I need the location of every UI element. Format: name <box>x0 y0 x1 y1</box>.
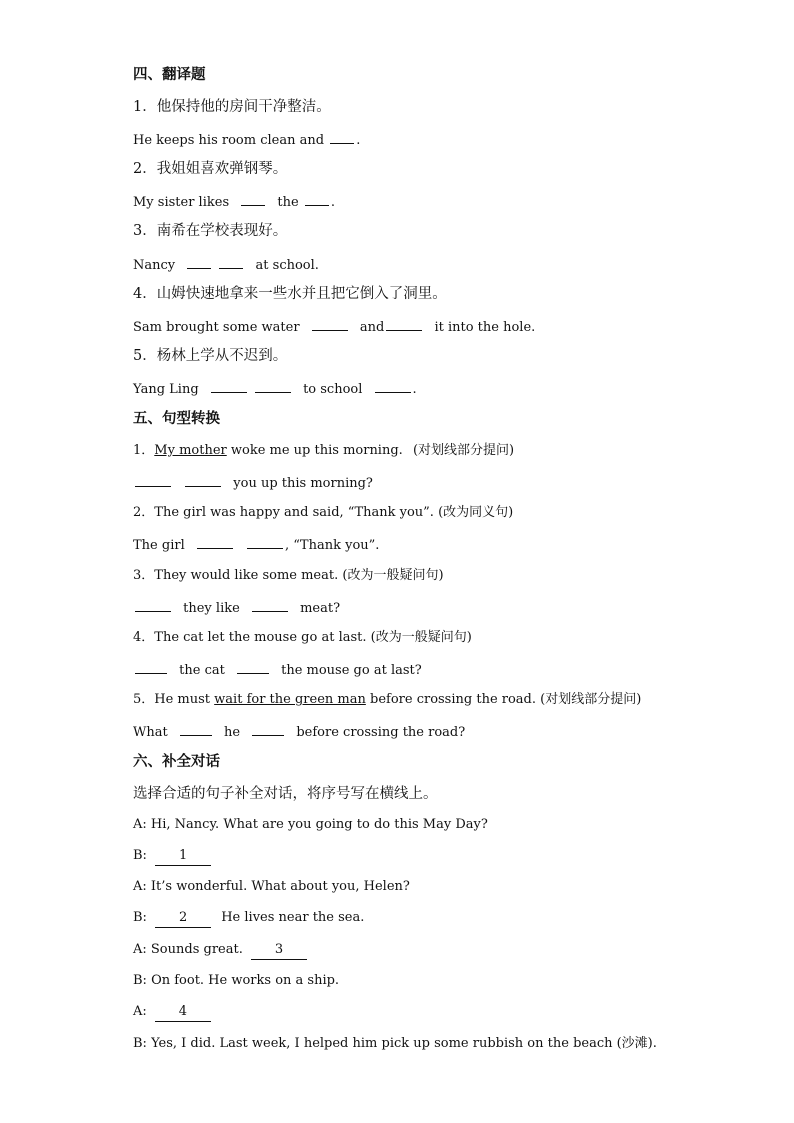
section5-q3-answer <box>133 598 340 618</box>
answer-blank-3[interactable]: 3 <box>251 941 307 960</box>
q2-text: 2．The girl was happy and said, “Thank you”. <box>133 505 434 520</box>
section4-q2-english <box>133 192 335 212</box>
dialogue-line-2 <box>133 847 211 866</box>
section4-q3-english <box>133 255 319 275</box>
answer-blank[interactable] <box>330 130 354 144</box>
section5-q2 <box>133 504 513 522</box>
answer-blank[interactable] <box>241 192 265 206</box>
answer-blank[interactable] <box>237 660 269 674</box>
answer-blank[interactable] <box>305 192 329 206</box>
answer-blank[interactable] <box>247 535 283 549</box>
section6-title: 六、补全对话 <box>133 753 220 770</box>
dialogue-line-8: B: Yes, I did. Last week, I helped him pick up some rubbish on the beach (沙滩). <box>133 1036 657 1051</box>
section5-q3 <box>133 567 444 585</box>
speaker-a: A: <box>133 1004 147 1019</box>
section4-q4-chinese: 4．山姆快速地拿来一些水并且把它倒入了洞里。 <box>133 286 447 302</box>
line5-text: A: Sounds great. <box>133 942 243 957</box>
answer-blank[interactable] <box>180 722 212 736</box>
answer-blank[interactable] <box>135 598 171 612</box>
section5-q1 <box>133 442 514 460</box>
q4-english-text-c: it into the hole. <box>434 320 536 335</box>
dialogue-line-1: A: Hi, Nancy. What are you going to do this May Day? <box>133 817 488 832</box>
q1-instruction: (对划线部分提问) <box>412 443 515 458</box>
section4-q2-chinese: 2．我姐姐喜欢弹钢琴。 <box>133 161 288 177</box>
section5-q4 <box>133 629 472 647</box>
section5-q1-answer <box>133 473 373 493</box>
answer-blank[interactable] <box>252 722 284 736</box>
q2-instruction: (改为同义句) <box>438 505 514 520</box>
answer-blank[interactable] <box>197 535 233 549</box>
section4-q3-chinese: 3．南希在学校表现好。 <box>133 223 288 239</box>
answer-blank[interactable] <box>252 598 288 612</box>
dialogue-line-7 <box>133 1003 211 1022</box>
answer-blank[interactable] <box>185 473 221 487</box>
q5-instruction: (对划线部分提问) <box>540 692 642 707</box>
q3-answer-text-b: meat? <box>300 601 341 616</box>
q5-prefix: 5．He must <box>133 692 211 707</box>
q4-english-text-a: Sam brought some water <box>133 320 300 335</box>
q1-prefix: 1． <box>133 443 155 458</box>
q2-english-text-b: the <box>277 195 299 210</box>
speaker-b: B: <box>133 848 147 863</box>
period: . <box>356 133 361 148</box>
answer-blank[interactable] <box>135 660 167 674</box>
answer-blank[interactable] <box>211 379 247 393</box>
period: . <box>412 382 417 397</box>
answer-blank[interactable] <box>386 317 422 331</box>
section5-q4-answer <box>133 660 422 680</box>
answer-blank-4[interactable]: 4 <box>155 1003 211 1022</box>
section5-q5 <box>133 691 641 709</box>
q2-answer-text-b: , “Thank you”. <box>285 538 380 553</box>
dialogue-line-6: B: On foot. He works on a ship. <box>133 973 340 988</box>
q5-underlined-part: wait for the green man <box>214 692 366 707</box>
q5-rest: before crossing the road. <box>370 692 537 707</box>
q1-underlined-part: My mother <box>154 443 227 458</box>
q5-answer-text-a: What <box>133 725 168 740</box>
q4-answer-text-b: the mouse go at last? <box>281 663 422 678</box>
section4-q1-chinese: 1．他保持他的房间干净整洁。 <box>133 99 331 115</box>
section4-title: 四、翻译题 <box>133 66 206 83</box>
q5-answer-text-b: he <box>224 725 241 740</box>
section4-q5-english <box>133 379 417 399</box>
answer-blank[interactable] <box>312 317 348 331</box>
q2-answer-text-a: The girl <box>133 538 185 553</box>
answer-blank[interactable] <box>135 473 171 487</box>
answer-blank-1[interactable]: 1 <box>155 847 211 866</box>
q3-instruction: (改为一般疑问句) <box>342 568 444 583</box>
q3-answer-text-a: they like <box>183 601 240 616</box>
q4-english-text-b: and <box>359 320 385 335</box>
section6-instruction: 选择合适的句子补全对话，将序号写在横线上。 <box>133 786 438 802</box>
q1-english-text: He keeps his room clean and <box>133 133 325 148</box>
dialogue-line-5 <box>133 941 307 960</box>
q1-answer-text: you up this morning? <box>233 476 373 491</box>
section5-q5-answer <box>133 722 465 742</box>
dialogue-line-3: A: It’s wonderful. What about you, Helen? <box>133 879 410 894</box>
q4-instruction: (改为一般疑问句) <box>370 630 472 645</box>
answer-blank-2[interactable]: 2 <box>155 909 211 928</box>
dialogue-line-4 <box>133 909 364 928</box>
answer-blank[interactable] <box>219 255 243 269</box>
q3-text: 3．They would like some meat. <box>133 568 339 583</box>
q2-english-text-a: My sister likes <box>133 195 230 210</box>
answer-blank[interactable] <box>375 379 411 393</box>
q5-english-text-a: Yang Ling <box>133 382 199 397</box>
line4-rest: He lives near the sea. <box>221 910 365 925</box>
section5-q2-answer <box>133 535 379 555</box>
q3-english-text-b: at school. <box>255 258 319 273</box>
period: . <box>330 195 335 210</box>
speaker-b: B: <box>133 910 147 925</box>
q1-rest: woke me up this morning. <box>230 443 403 458</box>
section4-q4-english <box>133 317 535 337</box>
section4-q5-chinese: 5．杨林上学从不迟到。 <box>133 348 288 364</box>
q5-english-text-b: to school <box>303 382 363 397</box>
answer-blank[interactable] <box>255 379 291 393</box>
q4-text: 4．The cat let the mouse go at last. <box>133 630 367 645</box>
section4-q1-english <box>133 130 360 150</box>
section5-title: 五、句型转换 <box>133 410 220 427</box>
q3-english-text-a: Nancy <box>133 258 176 273</box>
q4-answer-text-a: the cat <box>179 663 225 678</box>
q5-answer-text-c: before crossing the road? <box>296 725 466 740</box>
answer-blank[interactable] <box>187 255 211 269</box>
